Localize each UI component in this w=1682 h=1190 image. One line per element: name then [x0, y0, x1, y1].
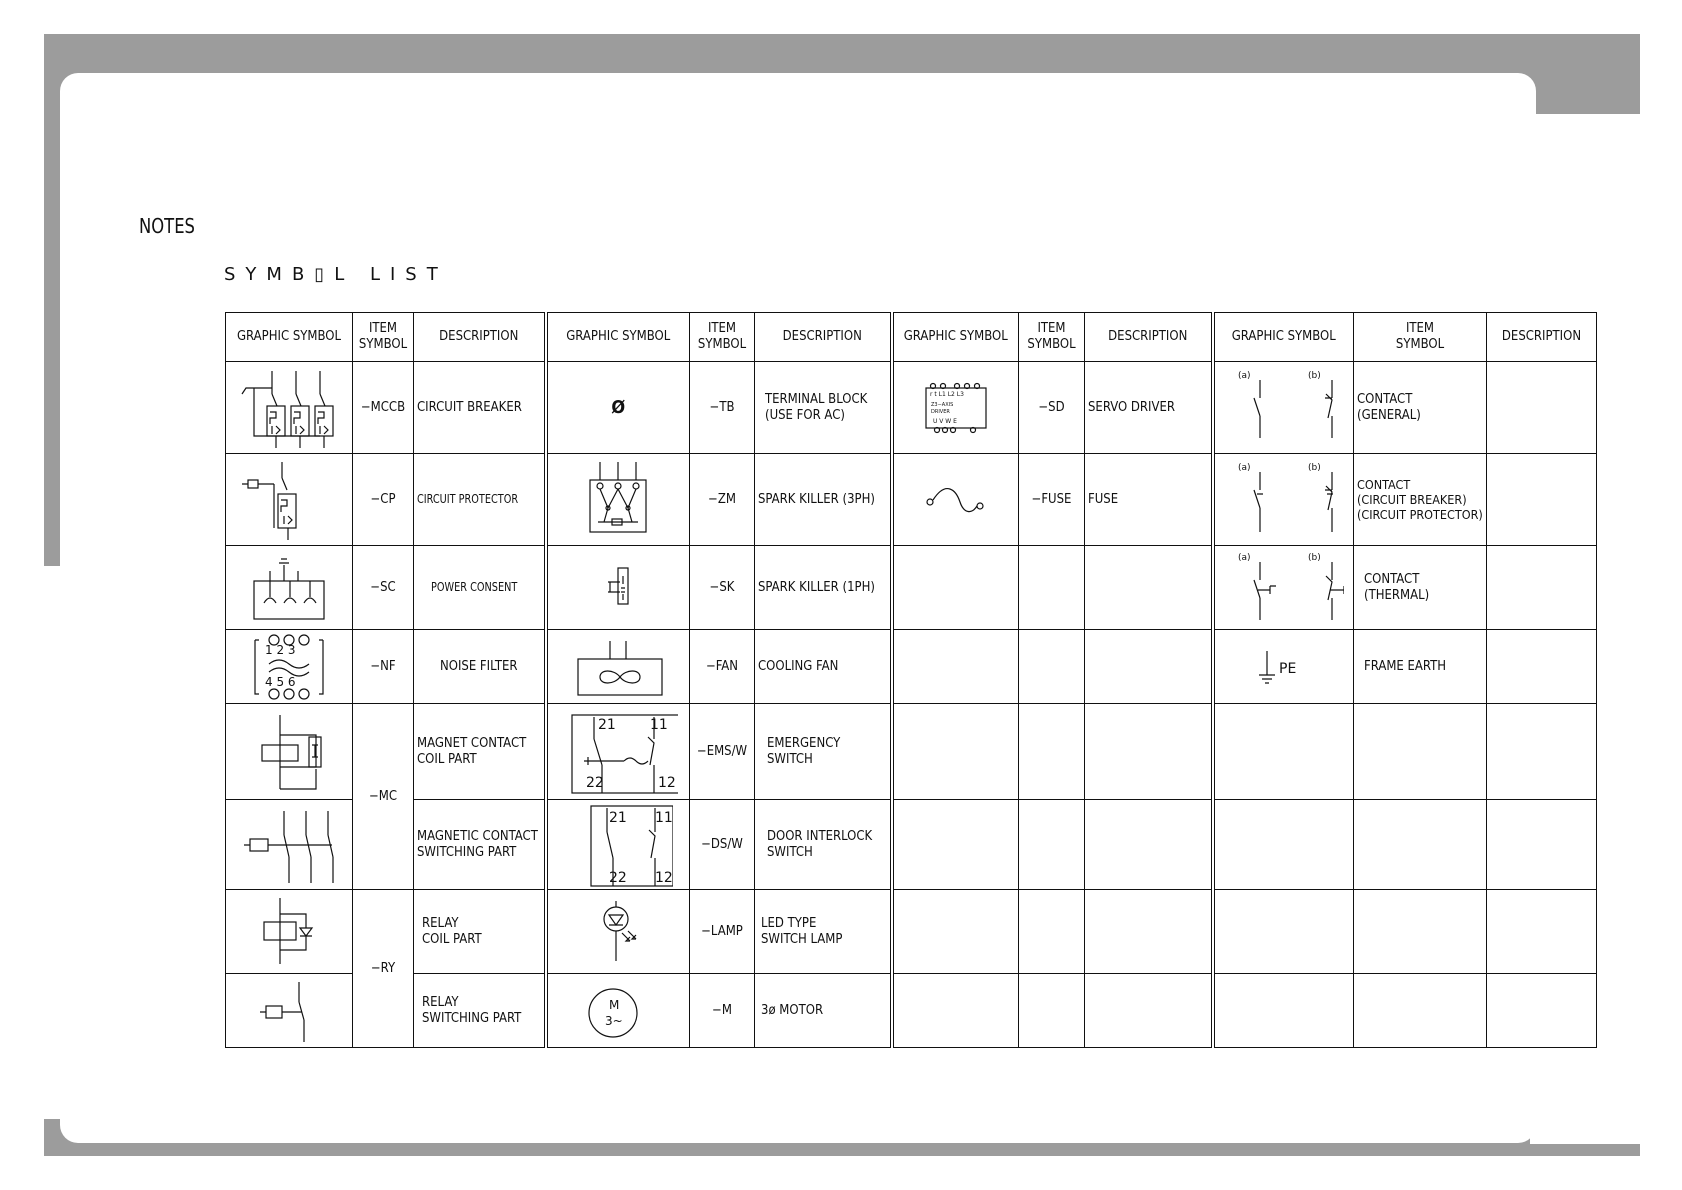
item-zm: −ZM: [690, 454, 755, 546]
empty-cell: [1213, 890, 1354, 974]
desc-circuit-protector: [414, 454, 546, 546]
motor-phase-label: 3~: [605, 1013, 623, 1028]
desc-spark-killer-3ph: SPARK KILLER (3PH): [755, 454, 892, 546]
item-ds: −DS/W: [690, 800, 755, 890]
empty-cell: [1354, 704, 1487, 800]
empty-cell: [1085, 546, 1213, 630]
fuse-icon: [892, 454, 1019, 546]
empty-cell: [1487, 800, 1597, 890]
table-row: [226, 546, 1597, 630]
motor-m-label: M: [609, 997, 620, 1012]
empty-cell: [1085, 890, 1213, 974]
desc-led-switch-lamp: LED TYPE SWITCH LAMP: [755, 890, 892, 974]
led-switch-lamp-icon: [546, 890, 690, 974]
empty-cell: [892, 890, 1019, 974]
empty-cell: [1213, 800, 1354, 890]
desc-terminal-block: TERMINAL BLOCK (USE FOR AC): [755, 362, 892, 454]
empty-cell: [1019, 630, 1085, 704]
item-nf: −NF: [353, 630, 414, 704]
empty-cell: [1487, 546, 1597, 630]
item-sc: −SC: [353, 546, 414, 630]
circuit-breaker-icon: [226, 362, 353, 454]
desc-emergency-switch: EMERGENCY SWITCH: [755, 704, 892, 800]
header-item-1-text: ITEM SYMBOL: [358, 321, 408, 352]
desc-noise-filter: NOISE FILTER: [414, 630, 546, 704]
empty-cell: [1354, 974, 1487, 1048]
table-row: [226, 974, 1597, 1048]
header-item-3: [1019, 313, 1085, 362]
servo-terms-bottom: U V W E: [932, 417, 957, 425]
frame-earth-pe-label: PE: [1278, 660, 1297, 677]
nf-bottom-labels: 4 5 6: [265, 674, 296, 689]
desc-cooling-fan: COOLING FAN: [755, 630, 892, 704]
desc-magnetic-contact-switching: MAGNETIC CONTACT SWITCHING PART: [414, 800, 546, 890]
magnet-contact-coil-icon: [226, 704, 353, 800]
table-row: [226, 454, 1597, 546]
desc-relay-coil: RELAY COIL PART: [414, 890, 546, 974]
contact-thermal-b-label: (b): [1307, 552, 1321, 563]
desc-frame-earth: FRAME EARTH: [1354, 630, 1487, 704]
header-item-2-text: ITEM SYMBOL: [697, 321, 747, 352]
ems-terminal-11: 11: [650, 716, 669, 733]
header-graphic-1: GRAPHIC SYMBOL: [226, 313, 353, 362]
nf-top-labels: 1 2 3: [265, 642, 296, 657]
cooling-fan-icon: [546, 630, 690, 704]
header-desc-2: DESCRIPTION: [755, 313, 892, 362]
item-sk: −SK: [690, 546, 755, 630]
relay-switching-icon: [226, 974, 353, 1048]
empty-cell: [892, 630, 1019, 704]
frame-earth-icon: [1213, 630, 1354, 704]
empty-cell: [1354, 890, 1487, 974]
spark-killer-1ph-icon: [546, 546, 690, 630]
header-item-3-text: ITEM SYMBOL: [1027, 321, 1076, 352]
frame-inner-left-tab: [44, 566, 104, 1119]
desc-servo-driver: SERVO DRIVER: [1085, 362, 1213, 454]
motor-icon: [546, 974, 690, 1048]
empty-cell: [892, 546, 1019, 630]
empty-cell: [1085, 974, 1213, 1048]
header-item-1: [353, 313, 414, 362]
empty-cell: [1487, 704, 1597, 800]
contact-b-label: (b): [1307, 370, 1321, 381]
item-ems: −EMS/W: [690, 704, 755, 800]
table-row: [226, 704, 1597, 800]
item-tb: −TB: [690, 362, 755, 454]
empty-cell: [1487, 974, 1597, 1048]
header-desc-4: DESCRIPTION: [1487, 313, 1597, 362]
ds-terminal-22: 22: [609, 869, 628, 886]
terminal-block-glyph: Ø: [611, 396, 626, 418]
ems-terminal-22: 22: [586, 774, 605, 791]
empty-cell: [1019, 704, 1085, 800]
desc-contact-general: CONTACT (GENERAL): [1354, 362, 1487, 454]
empty-cell: [1019, 890, 1085, 974]
empty-cell: [1213, 974, 1354, 1048]
desc-relay-switching: RELAY SWITCHING PART: [414, 974, 546, 1048]
empty-cell: [1085, 800, 1213, 890]
empty-cell: [1019, 546, 1085, 630]
circuit-protector-icon: [226, 454, 353, 546]
item-mccb: −MCCB: [353, 362, 414, 454]
ds-terminal-11: 11: [655, 809, 674, 826]
empty-cell: [1019, 974, 1085, 1048]
empty-cell: [1213, 704, 1354, 800]
empty-cell: [892, 974, 1019, 1048]
empty-cell: [892, 704, 1019, 800]
contact-thermal-icon: [1213, 546, 1354, 630]
ems-terminal-21: 21: [598, 716, 617, 733]
desc-magnet-contact-coil: MAGNET CONTACT COIL PART: [414, 704, 546, 800]
ems-terminal-12: 12: [658, 774, 677, 791]
contact-general-icon: [1213, 362, 1354, 454]
ds-terminal-21: 21: [609, 809, 628, 826]
header-item-4: [1354, 313, 1487, 362]
empty-cell: [1487, 890, 1597, 974]
header-desc-1: DESCRIPTION: [414, 313, 546, 362]
table-row: [226, 890, 1597, 974]
item-mc: −MC: [353, 704, 414, 890]
desc-circuit-protector-text: CIRCUIT PROTECTOR: [417, 491, 519, 506]
empty-cell: [892, 800, 1019, 890]
spark-killer-3ph-icon: [546, 454, 690, 546]
noise-filter-icon: [226, 630, 353, 704]
item-cp: −CP: [353, 454, 414, 546]
contact-breaker-icon: [1213, 454, 1354, 546]
contact-breaker-a-label: (a): [1237, 462, 1251, 473]
item-sd: −SD: [1019, 362, 1085, 454]
desc-spark-killer-1ph: SPARK KILLER (1PH): [755, 546, 892, 630]
table-row: [226, 630, 1597, 704]
desc-motor: 3ø MOTOR: [755, 974, 892, 1048]
item-lamp: −LAMP: [690, 890, 755, 974]
empty-cell: [1085, 704, 1213, 800]
ds-terminal-12: 12: [655, 869, 674, 886]
desc-fuse: FUSE: [1085, 454, 1213, 546]
item-fan: −FAN: [690, 630, 755, 704]
header-graphic-4: GRAPHIC SYMBOL: [1213, 313, 1354, 362]
magnetic-contact-switching-icon: [226, 800, 353, 890]
header-graphic-2: GRAPHIC SYMBOL: [546, 313, 690, 362]
servo-driver-label: DRIVER: [930, 408, 950, 415]
desc-contact-thermal: CONTACT (THERMAL): [1354, 546, 1487, 630]
empty-cell: [1487, 454, 1597, 546]
table-row: [226, 800, 1597, 890]
power-consent-icon: [226, 546, 353, 630]
servo-driver-icon: [892, 362, 1019, 454]
symbol-list-title: SYMB▯L LIST: [224, 264, 448, 285]
servo-name: Z3−AXIS: [930, 401, 954, 408]
relay-coil-icon: [226, 890, 353, 974]
contact-breaker-b-label: (b): [1307, 462, 1321, 473]
servo-terms-top: r t L1 L2 L3: [929, 390, 964, 398]
empty-cell: [1354, 800, 1487, 890]
desc-power-consent: [414, 546, 546, 630]
desc-contact-breaker: CONTACT (CIRCUIT BREAKER) (CIRCUIT PROTECTOR): [1354, 454, 1487, 546]
desc-power-consent-text: POWER CONSENT: [430, 579, 518, 594]
header-item-4-text: ITEM SYMBOL: [1395, 321, 1445, 352]
desc-door-interlock-switch: DOOR INTERLOCK SWITCH: [755, 800, 892, 890]
header-desc-3: DESCRIPTION: [1085, 313, 1213, 362]
terminal-block-icon: [546, 362, 690, 454]
item-ry: −RY: [353, 890, 414, 1048]
door-interlock-switch-icon: [546, 800, 690, 890]
symbol-list-table: [225, 312, 1597, 1048]
emergency-switch-icon: [546, 704, 690, 800]
notes-label: NOTES: [139, 214, 195, 238]
table-row: [226, 362, 1597, 454]
header-row: [226, 313, 1597, 362]
empty-cell: [1487, 362, 1597, 454]
item-m: −M: [690, 974, 755, 1048]
item-fuse: −FUSE: [1019, 454, 1085, 546]
empty-cell: [1019, 800, 1085, 890]
desc-circuit-breaker: CIRCUIT BREAKER: [414, 362, 546, 454]
header-graphic-3: GRAPHIC SYMBOL: [892, 313, 1019, 362]
empty-cell: [1085, 630, 1213, 704]
contact-a-label: (a): [1237, 370, 1251, 381]
contact-thermal-a-label: (a): [1237, 552, 1251, 563]
header-item-2: [690, 313, 755, 362]
empty-cell: [1487, 630, 1597, 704]
